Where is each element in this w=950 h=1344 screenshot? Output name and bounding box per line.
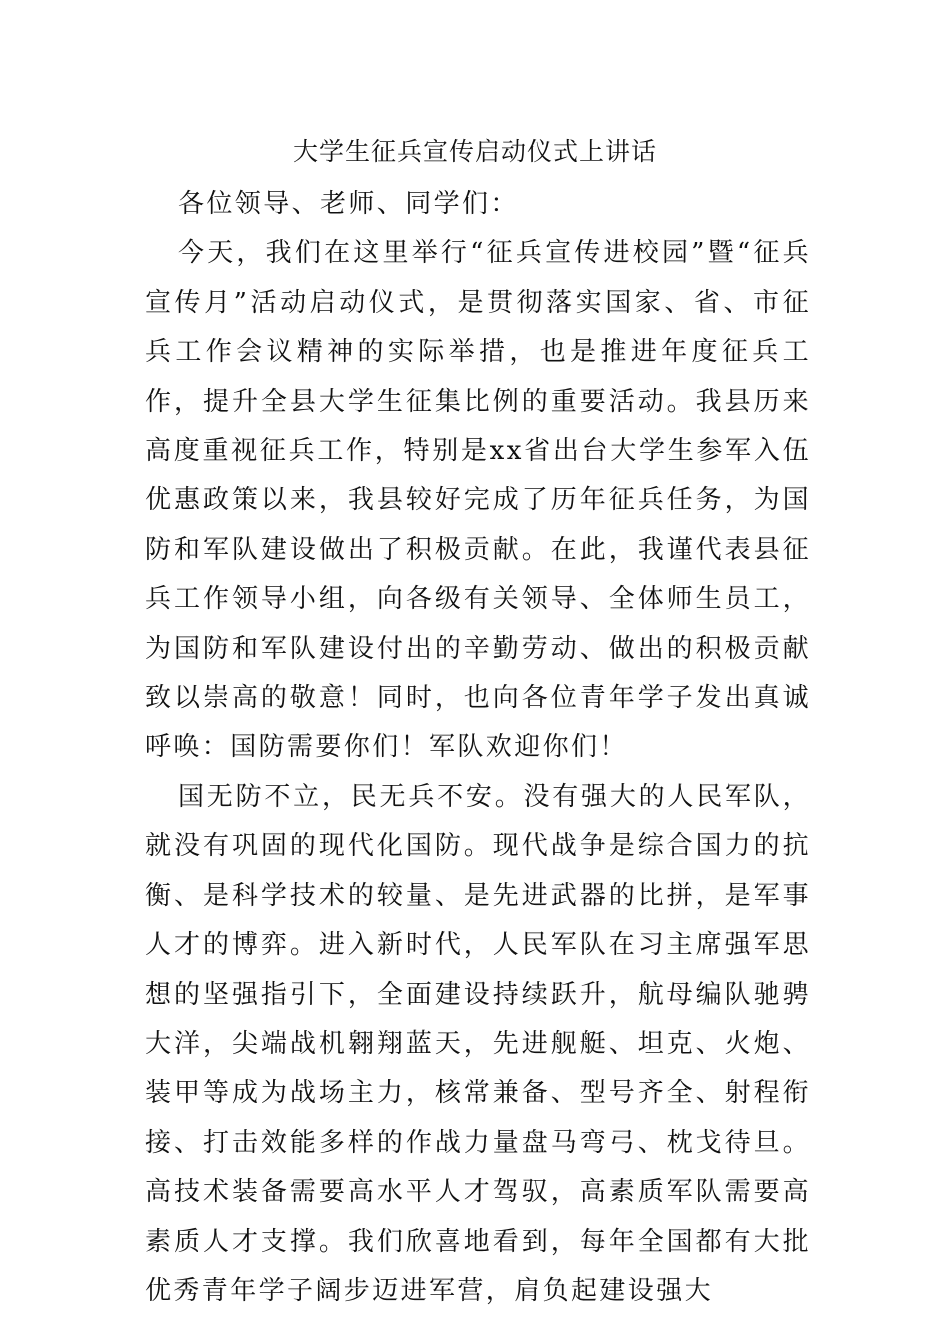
greeting-line: 各位领导、老师、同学们： xyxy=(178,189,519,219)
paragraph-2: 国无防不立，民无兵不安。没有强大的人民军队，就没有巩固的现代化国防。现代战争是综合国力的抗衡、是科学技术的较量、是先进武器的比拼，是军事人才的博弈。进入新时代，人民军队在习主席强军思想的坚强指引下，全面建设持续跃升，航母编队驰骋大洋，尖端战机翱翔蓝天，先进舰艇、坦克、火炮、装甲等成为战场主力，核常兼备、型号齐全、射程衔接、打击效能多样的作战力量盘马弯弓、枕戈待旦。高技术装备需要高水平人才驾驭，高素质军队需要高素质人才支撑。我们欣喜地看到，每年全国都有大批优秀青年学子阔步迈进军营，肩负起建设强大 xyxy=(145,781,811,1306)
paragraph-1: 今天，我们在这里举行“征兵宣传进校园”暨“征兵宣传月”活动启动仪式，是贯彻落实国家、省、市征兵工作会议精神的实际举措，也是推进年度征兵工作，提升全县大学生征集比例的重要活动。我县历来高度重视征兵工作，特别是xx省出台大学生参军入伍优惠政策以来，我县较好完成了历年征兵任务，为国防和军队建设做出了积极贡献。在此，我谨代表县征兵工作领导小组，向各级有关领导、全体师生员工，为国防和军队建设付出的辛勤劳动、做出的积极贡献致以崇高的敬意！同时，也向各位青年学子发出真诚呼唤：国防需要你们！军队欢迎你们！ xyxy=(145,238,811,763)
document-body xyxy=(145,180,811,1316)
document-title: 大学生征兵宣传启动仪式上讲话 xyxy=(292,137,657,166)
